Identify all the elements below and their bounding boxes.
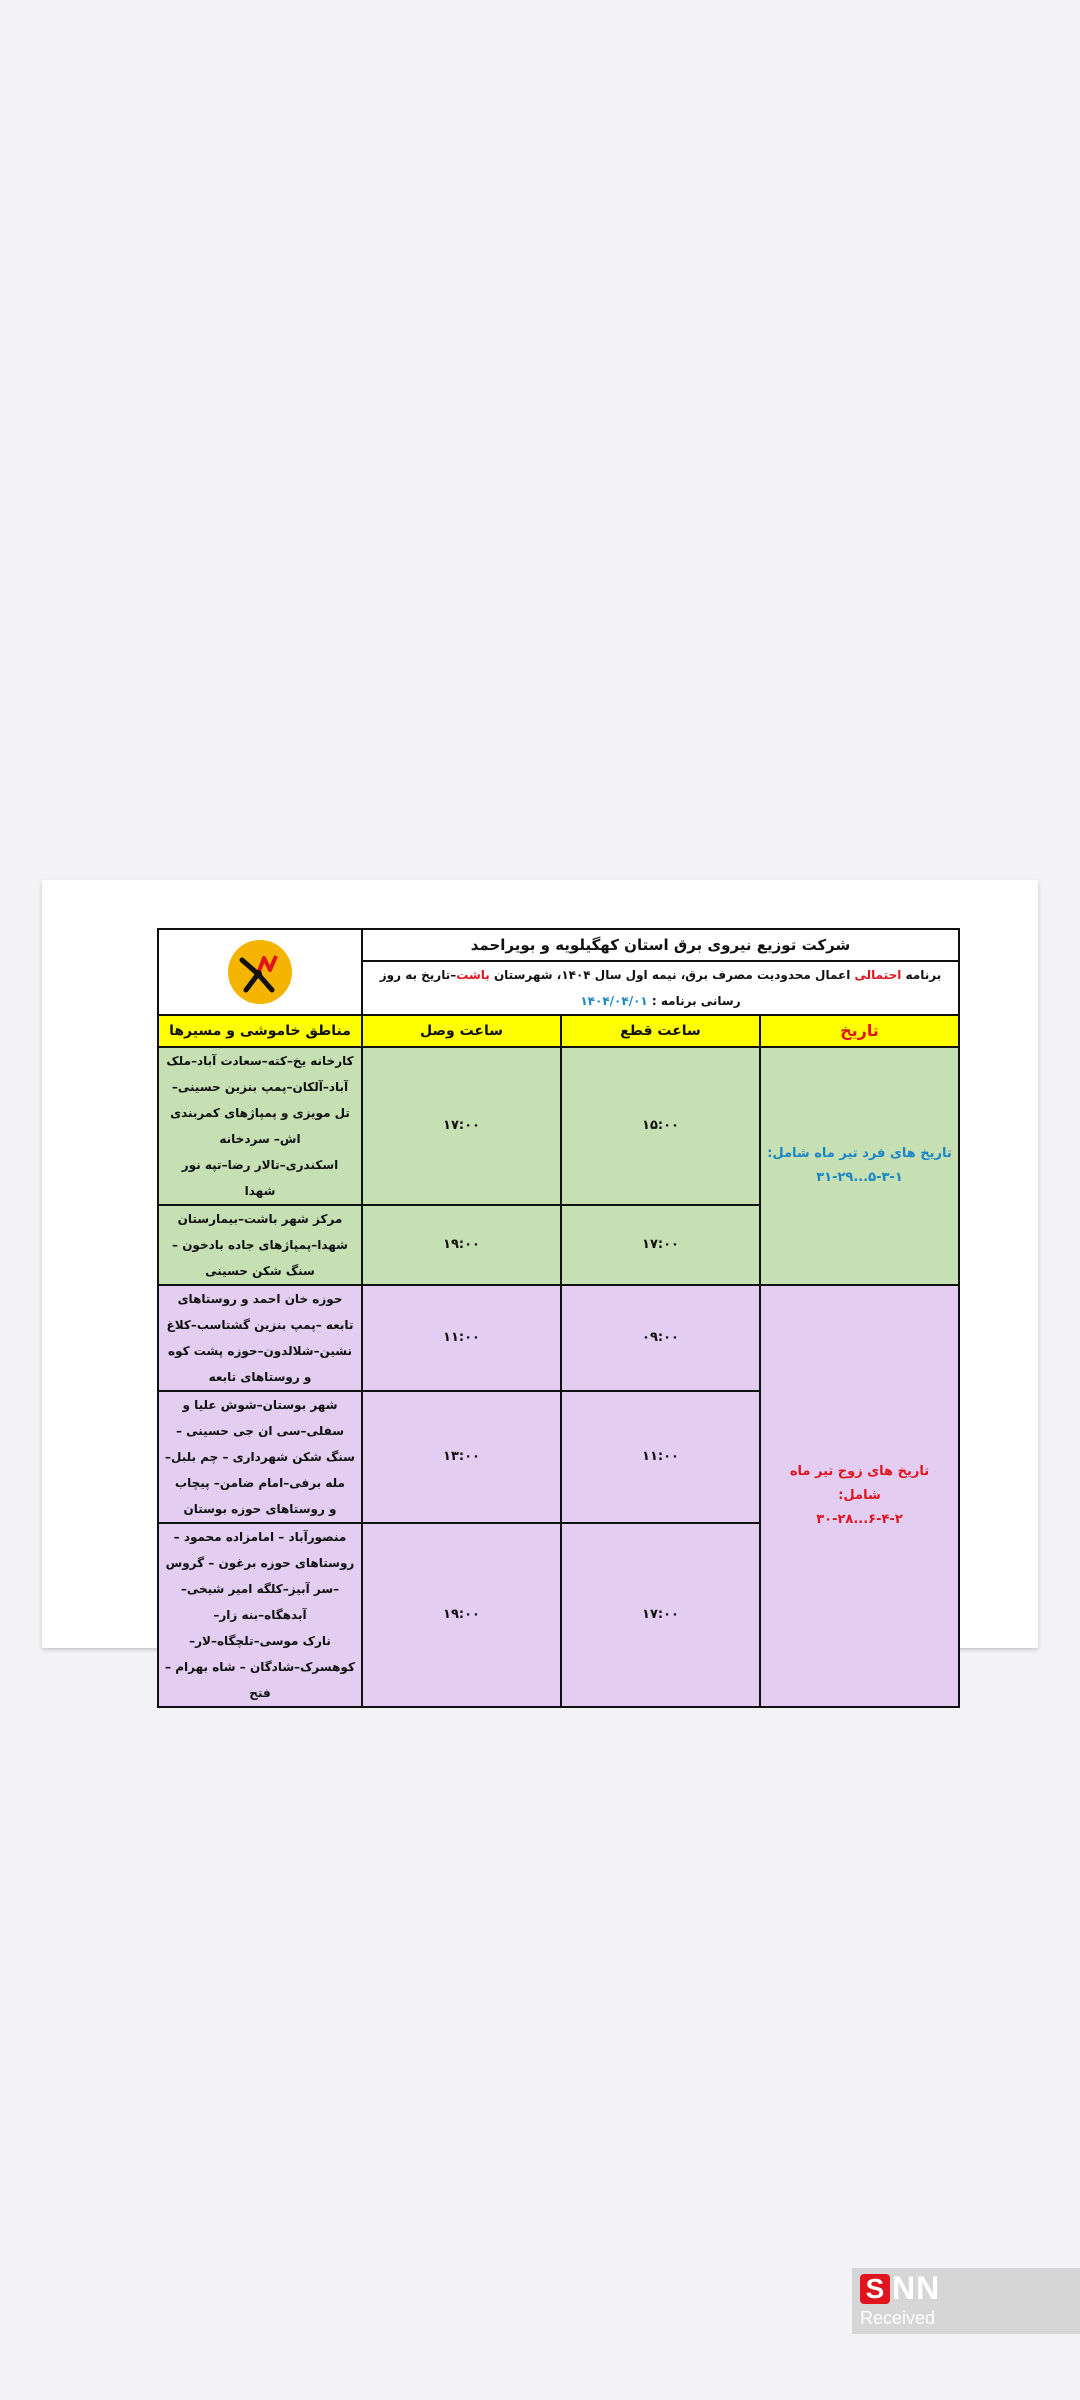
- col-date: تاریخ: [760, 1015, 959, 1047]
- table-row: [158, 1047, 959, 1205]
- snn-logo-text: NN: [892, 2270, 941, 2306]
- subtitle-part2: اعمال محدودیت مصرف برق، نیمه اول سال ۱۴۰۴، شهرستان: [493, 968, 851, 982]
- cut-time: ۱۵:۰۰: [561, 1047, 760, 1205]
- areas-line2: نارک موسی–تلچگاه–لار–کوهسرک–شادگان – شاه بهرام – فتح: [165, 1634, 355, 1700]
- areas-line2: اسکندری–تالار رضا–تپه نور شهدا: [181, 1158, 339, 1198]
- received-caption: Received: [860, 2308, 936, 2328]
- areas-line1: شهر بوستان–شوش علیا و سفلی–سی ان جی حسینی – سنگ شکن شهرداری – چم بلبل–مله برفی–امام ضامن– پیچاب: [165, 1398, 355, 1490]
- table-row: [158, 1285, 959, 1391]
- tavanir-logo-icon: [228, 940, 292, 1004]
- outage-areas: مرکز شهر باشت–بیمارستان شهدا–پمپاژهای جاده بادخون –سنگ شکن حسینی: [158, 1205, 362, 1285]
- snn-logo-letter: S: [860, 2274, 890, 2304]
- areas-line1: کارخانه یخ–کته–سعادت آباد–ملک آباد–آلکان–پمپ بنزین حسینی–تل مویزی و پمپاژهای کمربندی اش– سردخانه: [166, 1054, 354, 1146]
- col-cut-time: ساعت قطع: [561, 1015, 760, 1047]
- connect-time: ۱۹:۰۰: [362, 1523, 561, 1707]
- company-title: شرکت توزیع نیروی برق استان کهگیلویه و بویراحمد: [362, 929, 959, 961]
- schedule-table: [157, 928, 960, 1708]
- odd-dates-line2: ۵-۳-۱...۳۱-۲۹: [816, 1170, 903, 1185]
- subtitle-part3: –تاریخ به روز رسانی برنامه :: [379, 968, 741, 1008]
- outage-areas: [158, 1523, 362, 1707]
- column-header-row: [158, 1015, 959, 1047]
- outage-areas: حوزه خان احمد و روستاهای تابعه –پمپ بنزین گشتاسب–کلاغ نشین–شلالدون–حوزه پشت کوه و روستاهای تابعه: [158, 1285, 362, 1391]
- cut-time: ۱۷:۰۰: [561, 1205, 760, 1285]
- even-dates-line2: ۶-۴-۲...۳۰-۲۸: [816, 1512, 903, 1527]
- connect-time: ۱۳:۰۰: [362, 1391, 561, 1523]
- odd-dates-line1: تاریخ های فرد تیر ماه شامل:: [767, 1146, 952, 1161]
- outage-areas: [158, 1047, 362, 1205]
- areas-line2: و روستاهای حوزه بوستان: [183, 1502, 337, 1516]
- col-connect-time: ساعت وصل: [362, 1015, 561, 1047]
- even-dates-label: [760, 1285, 959, 1707]
- even-dates-line1: تاریخ های زوج تیر ماه شامل:: [789, 1464, 930, 1503]
- outage-areas: [158, 1391, 362, 1523]
- subtitle-emphasis: احتمالی: [854, 968, 902, 982]
- program-subtitle: [362, 961, 959, 1015]
- cut-time: ۰۹:۰۰: [561, 1285, 760, 1391]
- snn-watermark-badge: [852, 2268, 1080, 2334]
- logo-cell: [158, 929, 362, 1015]
- cut-time: ۱۷:۰۰: [561, 1523, 760, 1707]
- areas-line1: منصورآباد – امامزاده محمود – روستاهای حوزه برغون – گروس –سر آبیز–کلگه امیر شیخی–آبدهگاه–بنه زار–: [165, 1530, 355, 1622]
- connect-time: ۱۷:۰۰: [362, 1047, 561, 1205]
- connect-time: ۱۱:۰۰: [362, 1285, 561, 1391]
- subtitle-part1: برنامه: [905, 968, 942, 982]
- odd-dates-label: [760, 1047, 959, 1285]
- col-areas: مناطق خاموشی و مسیرها: [158, 1015, 362, 1047]
- document-sheet: [42, 880, 1038, 1700]
- subtitle-city: باشت: [456, 968, 490, 982]
- update-date: ۱۴۰۴/۰۴/۰۱: [580, 994, 648, 1008]
- cut-time: ۱۱:۰۰: [561, 1391, 760, 1523]
- connect-time: ۱۹:۰۰: [362, 1205, 561, 1285]
